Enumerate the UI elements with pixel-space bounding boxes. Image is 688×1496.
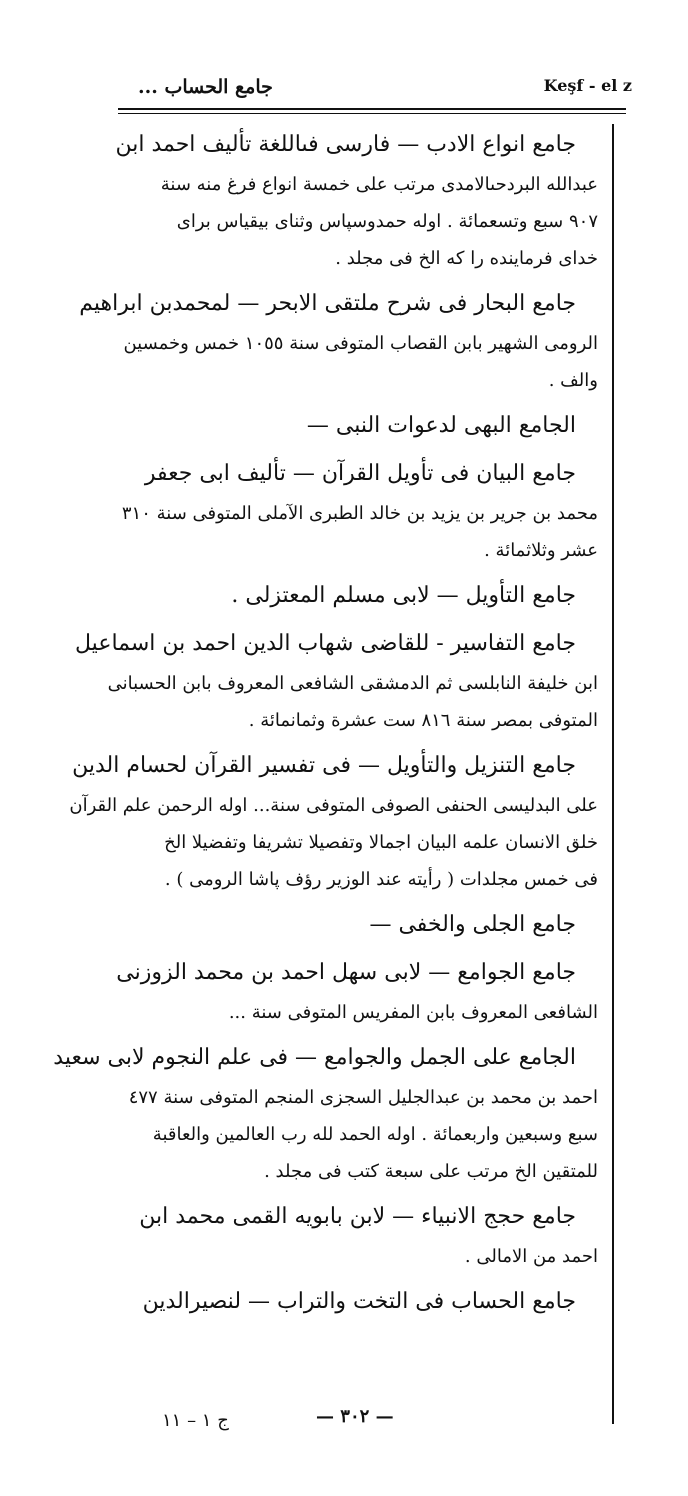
entry-line: ابن خليفة النابلسى ثم الدمشقى الشافعى المعروف بابن الحسبانى (107, 673, 598, 694)
entry-line: الشافعى المعروف بابن المفريس المتوفى سنة ... (228, 1002, 598, 1023)
entry-line: جامع حجج الانبياء — لابن بابويه القمى محمد ابن (139, 1204, 576, 1229)
header-rule (118, 108, 626, 110)
entry-line: جامع الجوامع — لابى سهل احمد بن محمد الزوزنى (116, 960, 576, 985)
entry-line: جامع الحساب فى التخت والتراب — لنصيرالدين (142, 1289, 576, 1314)
entry-line: الجامع على الجمل والجوامع — فى علم النجوم لابى سعيد (53, 1045, 576, 1070)
entry-al-bihar (79, 283, 598, 399)
margin-rule (612, 124, 614, 1424)
entry-line: الجامع البهى لدعوات النبى — (306, 413, 576, 438)
entry-al-tafasir (75, 623, 598, 739)
entry-line: على البدليسى الحنفى الصوفى المتوفى سنة... اوله الرحمن علم القرآن (69, 795, 598, 816)
entry-al-jawami (116, 952, 598, 1031)
entry-line: جامع التنزيل والتأويل — فى تفسير القرآن لحسام الدين (72, 753, 576, 778)
page-footer (132, 1402, 598, 1442)
entry-al-tanzil (69, 745, 598, 898)
entry-line: فى خمس مجلدات ( رأيته عند الوزير رؤف پاشا الرومى ) . (164, 869, 598, 890)
entry-line: احمد بن محمد بن عبدالجليل السجزى المنجم المتوفى سنة ٤٧٧ (128, 1087, 598, 1108)
entry-line: محمد بن جرير بن يزيد بن خالد الطبرى الآملى المتوفى سنة ٣١٠ (121, 503, 598, 524)
entry-line: للمتقين الخ مرتب على سبعة كتب فى مجلد . (264, 1161, 598, 1182)
entry-hujaj (132, 1196, 598, 1275)
entry-line: سبع وسبعين واربعمائة . اوله الحمد لله رب العالمين والعاقبة (152, 1124, 598, 1145)
entry-line: والف . (548, 370, 598, 391)
entry-line: جامع انواع الادب — فارسى فىاللغة تأليف احمد ابن (115, 132, 576, 157)
page-header (118, 66, 632, 106)
entry-al-bahi (132, 405, 598, 447)
entry-line: ٩٠٧ سبع وتسعمائة . اوله حمدوسپاس وثناى بيقياس براى (176, 211, 598, 232)
entry-line: خداى فرماينده را كه الخ فى مجلد . (335, 248, 598, 269)
entry-al-bayan (121, 453, 598, 569)
entry-al-jumal (53, 1037, 598, 1190)
entry-al-tawil (132, 575, 598, 617)
entry-line: جامع البحار فى شرح ملتقى الابحر — لمحمدبن ابراهيم (79, 291, 576, 316)
entry-al-jali (132, 904, 598, 946)
volume-ref: ج ١ – ١١ (162, 1410, 229, 1431)
entry-line: جامع الجلى والخفى — (369, 912, 576, 937)
entry-line: الرومى الشهير بابن القصاب المتوفى سنة ١٠٥٥ خمس وخمسين (123, 333, 598, 354)
entry-al-hisab (132, 1281, 598, 1323)
page-number: — ٣٠٢ — (316, 1406, 394, 1427)
entry-line: جامع البيان فى تأويل القرآن — تأليف ابى جعفر (144, 461, 576, 486)
entries-column (53, 124, 598, 1329)
running-title: جامع الحساب ... (138, 76, 273, 98)
entry-anwa-al-adab (115, 124, 598, 277)
entry-line: عشر وثلاثمائة . (484, 540, 598, 561)
entry-line: احمد من الامالى . (464, 1246, 598, 1267)
running-ref: Keşf - el z (543, 76, 632, 95)
entry-line: عبدالله البردحىالامدى مرتب على خمسة انواع فرغ منه سنة (160, 174, 598, 195)
entry-line: جامع التأويل — لابى مسلم المعتزلى . (231, 583, 576, 608)
entry-line: خلق الانسان علمه البيان اجمالا وتفصيلا تشريفا وتفضيلا الخ (164, 832, 598, 853)
header-rule-thin (118, 113, 626, 114)
entry-line: جامع التفاسير - للقاضى شهاب الدين احمد بن اسماعيل (75, 631, 576, 656)
entry-line: المتوفى بمصر سنة ٨١٦ ست عشرة وثمانمائة . (248, 710, 598, 731)
